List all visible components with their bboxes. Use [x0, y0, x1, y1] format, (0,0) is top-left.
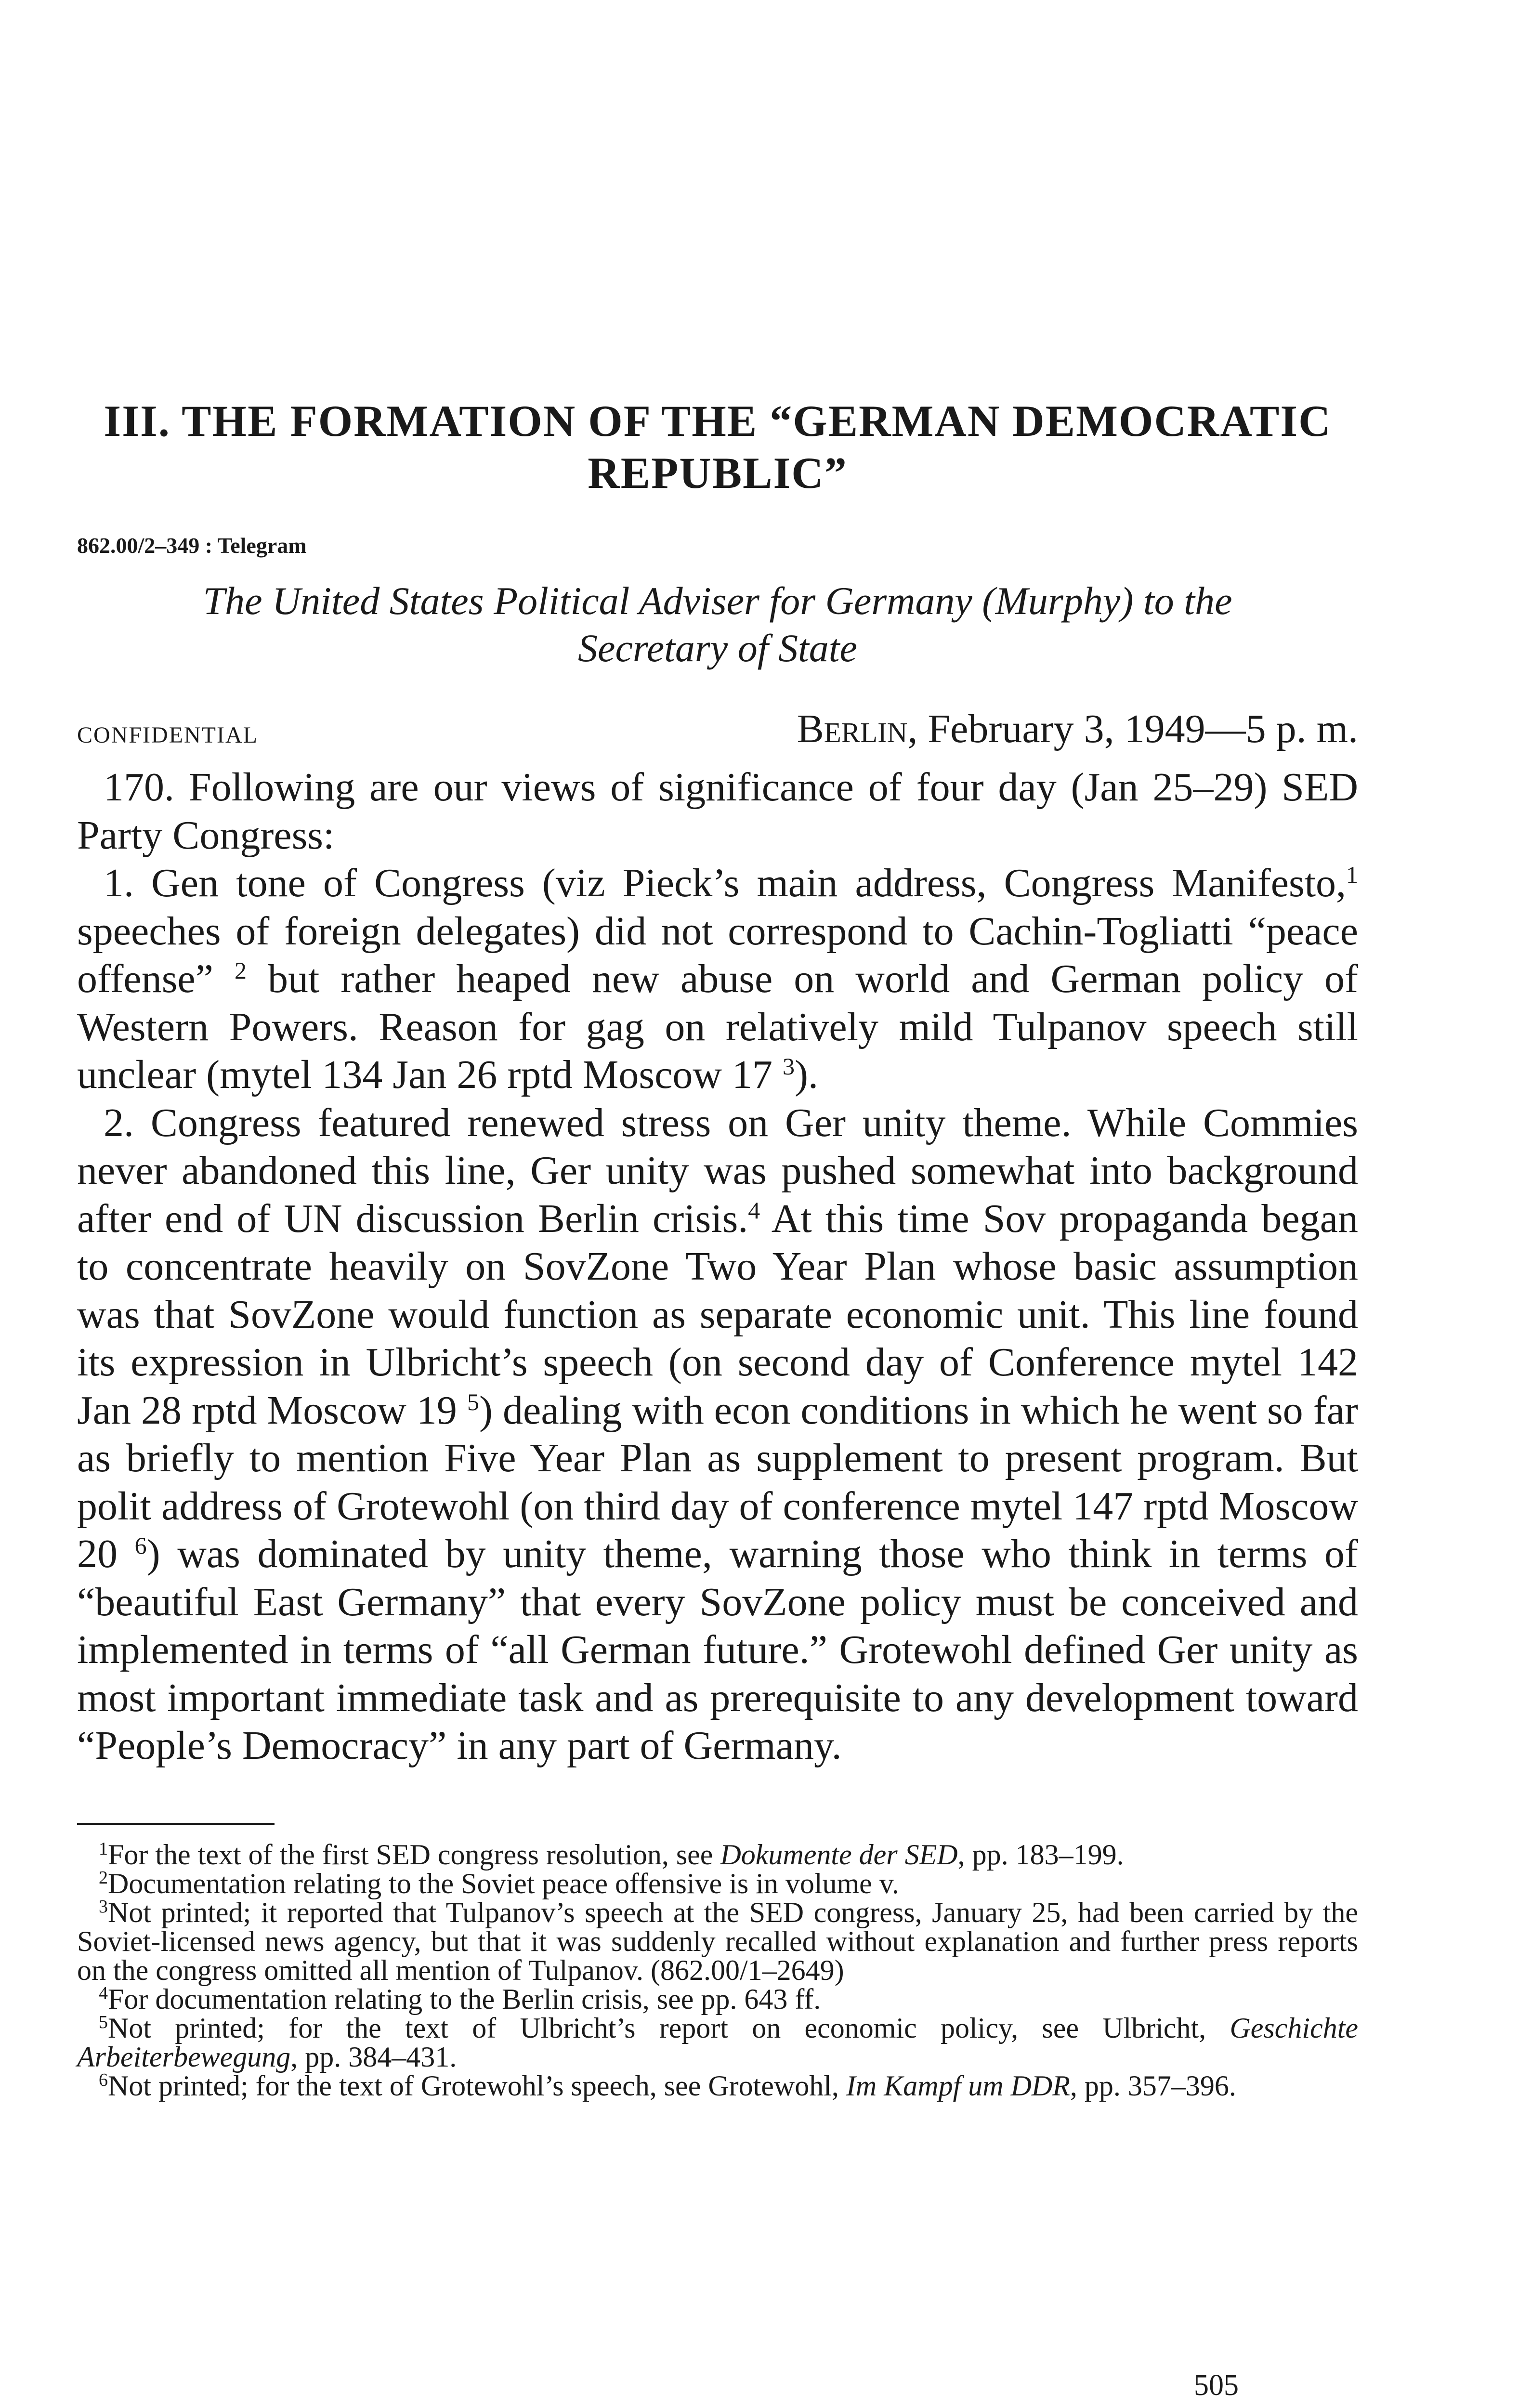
footnote-divider: [77, 1823, 275, 1825]
page-content: [77, 395, 1358, 2100]
footnote-3: [77, 1898, 1358, 1985]
subject-line-1: The United States Political Adviser for Germany (Murphy) to the: [203, 579, 1232, 623]
chapter-title: [77, 395, 1358, 499]
footnote-5-number: 5: [99, 2012, 108, 2032]
footnote-2-text: Documentation relating to the Soviet peace offensive is in volume v.: [108, 1867, 899, 1899]
document-reference: 862.00/2–349 : Telegram: [77, 533, 307, 558]
footnote-4-text: For documentation relating to the Berlin crisis, see pp. 643 ff.: [108, 1983, 821, 2015]
subject-line-2: Secretary of State: [578, 626, 857, 670]
classification-label: CONFIDENTIAL: [77, 722, 258, 748]
footnote-1-text-b: , pp. 183–199.: [957, 1838, 1124, 1871]
footnote-6-text-a: Not printed; for the text of Grotewohl’s speech, see Grotewohl,: [108, 2069, 846, 2102]
paragraph-2-text-b: At this time Sov propaganda began to concentrate heavily on SovZone Two Year Plan whose basic assumption was that SovZone would function as separate economic unit. This line found its expression in Ulbricht’s speech (on second day of Conference mytel 142 Jan 28 rptd Moscow 19: [77, 1196, 1358, 1433]
paragraph-2-text-c: ) dealing with econ conditions in which he went so far as briefly to mention Five Year Plan as supplement to present program. But polit address of Grotewohl (on third day of conference mytel 147 rptd Moscow 20: [77, 1387, 1358, 1576]
paragraph-1-text-b: speeches of foreign delegates) did not correspond to Cachin-Togliatti “peace offense”: [77, 908, 1358, 1001]
telegram-header: [77, 706, 1358, 759]
footnote-1: [77, 1840, 1358, 1869]
footnote-1-number: 1: [99, 1838, 108, 1859]
footnote-5-text-a: Not printed; for the text of Ulbricht’s report on economic policy, see Ulbricht,: [108, 2012, 1230, 2044]
paragraph-1-text-d: ).: [795, 1052, 819, 1097]
dateline-place: Berlin: [797, 707, 908, 751]
paragraph-1-text-c: but rather heaped new abuse on world and German policy of Western Powers. Reason for gag on relatively mild Tulpanov speech still unclear (mytel 134 Jan 26 rptd Moscow 17: [77, 956, 1359, 1097]
footnote-3-number: 3: [99, 1896, 108, 1917]
footnote-6-number: 6: [99, 2069, 108, 2090]
footnote-2-number: 2: [99, 1867, 108, 1888]
dateline-date: , February 3, 1949—5 p. m.: [907, 707, 1358, 751]
dateline: [797, 706, 1358, 752]
footnote-6-title: Im Kampf um DDR: [846, 2069, 1070, 2102]
footnote-6: [77, 2071, 1358, 2100]
footnote-ref-2: 2: [234, 957, 247, 984]
footnote-4-number: 4: [99, 1983, 108, 2003]
footnote-5-title: Geschichte Arbeiterbewegung: [77, 2012, 1358, 2073]
telegram-body: [77, 763, 1358, 1770]
paragraph-1-text-a: 1. Gen tone of Congress (viz Pieck’s main address, Congress Manifesto,: [104, 861, 1346, 905]
paragraph-1: [77, 859, 1358, 1099]
paragraph-2-text-a: 2. Congress featured renewed stress on Ger unity theme. While Commies never abandoned this line, Ger unity was pushed somewhat into background after end of UN discussion Berlin crisis.: [77, 1100, 1358, 1241]
footnote-3-text: Not printed; it reported that Tulpanov’s speech at the SED congress, January 25, had been carried by the Soviet-licensed news agency, but that it was suddenly recalled without explanation and further press reports on the congress omitted all mention of Tulpanov. (862.00/1–2649): [77, 1896, 1358, 1986]
footnote-4: [77, 1985, 1358, 2014]
footnote-2: [77, 1869, 1358, 1898]
document-subject: [77, 577, 1358, 672]
footnote-5: [77, 2014, 1358, 2071]
footnotes: [77, 1840, 1358, 2100]
footnote-1-text-a: For the text of the first SED congress resolution, see: [108, 1838, 720, 1871]
footnote-ref-3: 3: [783, 1053, 795, 1080]
footnote-6-text-b: , pp. 357–396.: [1070, 2069, 1236, 2102]
footnote-ref-4: 4: [748, 1196, 760, 1224]
footnote-1-title: Dokumente der SED: [720, 1838, 958, 1871]
paragraph-2-text-d: ) was dominated by unity theme, warning those who think in terms of “beautiful East Germany” that every SovZone policy must be conceived and implemented in terms of “all German future.” Grotewohl defined Ger unity as most important immediate task and as prerequisite to any development toward “People’s Democracy” in any part of Germany.: [77, 1531, 1358, 1768]
chapter-title-line-1: III. THE FORMATION OF THE “GERMAN DEMOCRATIC: [104, 396, 1332, 445]
chapter-title-line-2: REPUBLIC”: [588, 448, 848, 497]
footnote-ref-5: 5: [467, 1388, 479, 1415]
footnote-5-text-b: , pp. 384–431.: [290, 2041, 457, 2073]
footnote-ref-6: 6: [134, 1532, 147, 1559]
paragraph-2: [77, 1099, 1358, 1770]
page-number: 505: [1194, 2369, 1239, 2402]
paragraph-intro: 170. Following are our views of significance of four day (Jan 25–29) SED Party Congress:: [77, 765, 1358, 858]
footnote-ref-1: 1: [1346, 861, 1358, 888]
